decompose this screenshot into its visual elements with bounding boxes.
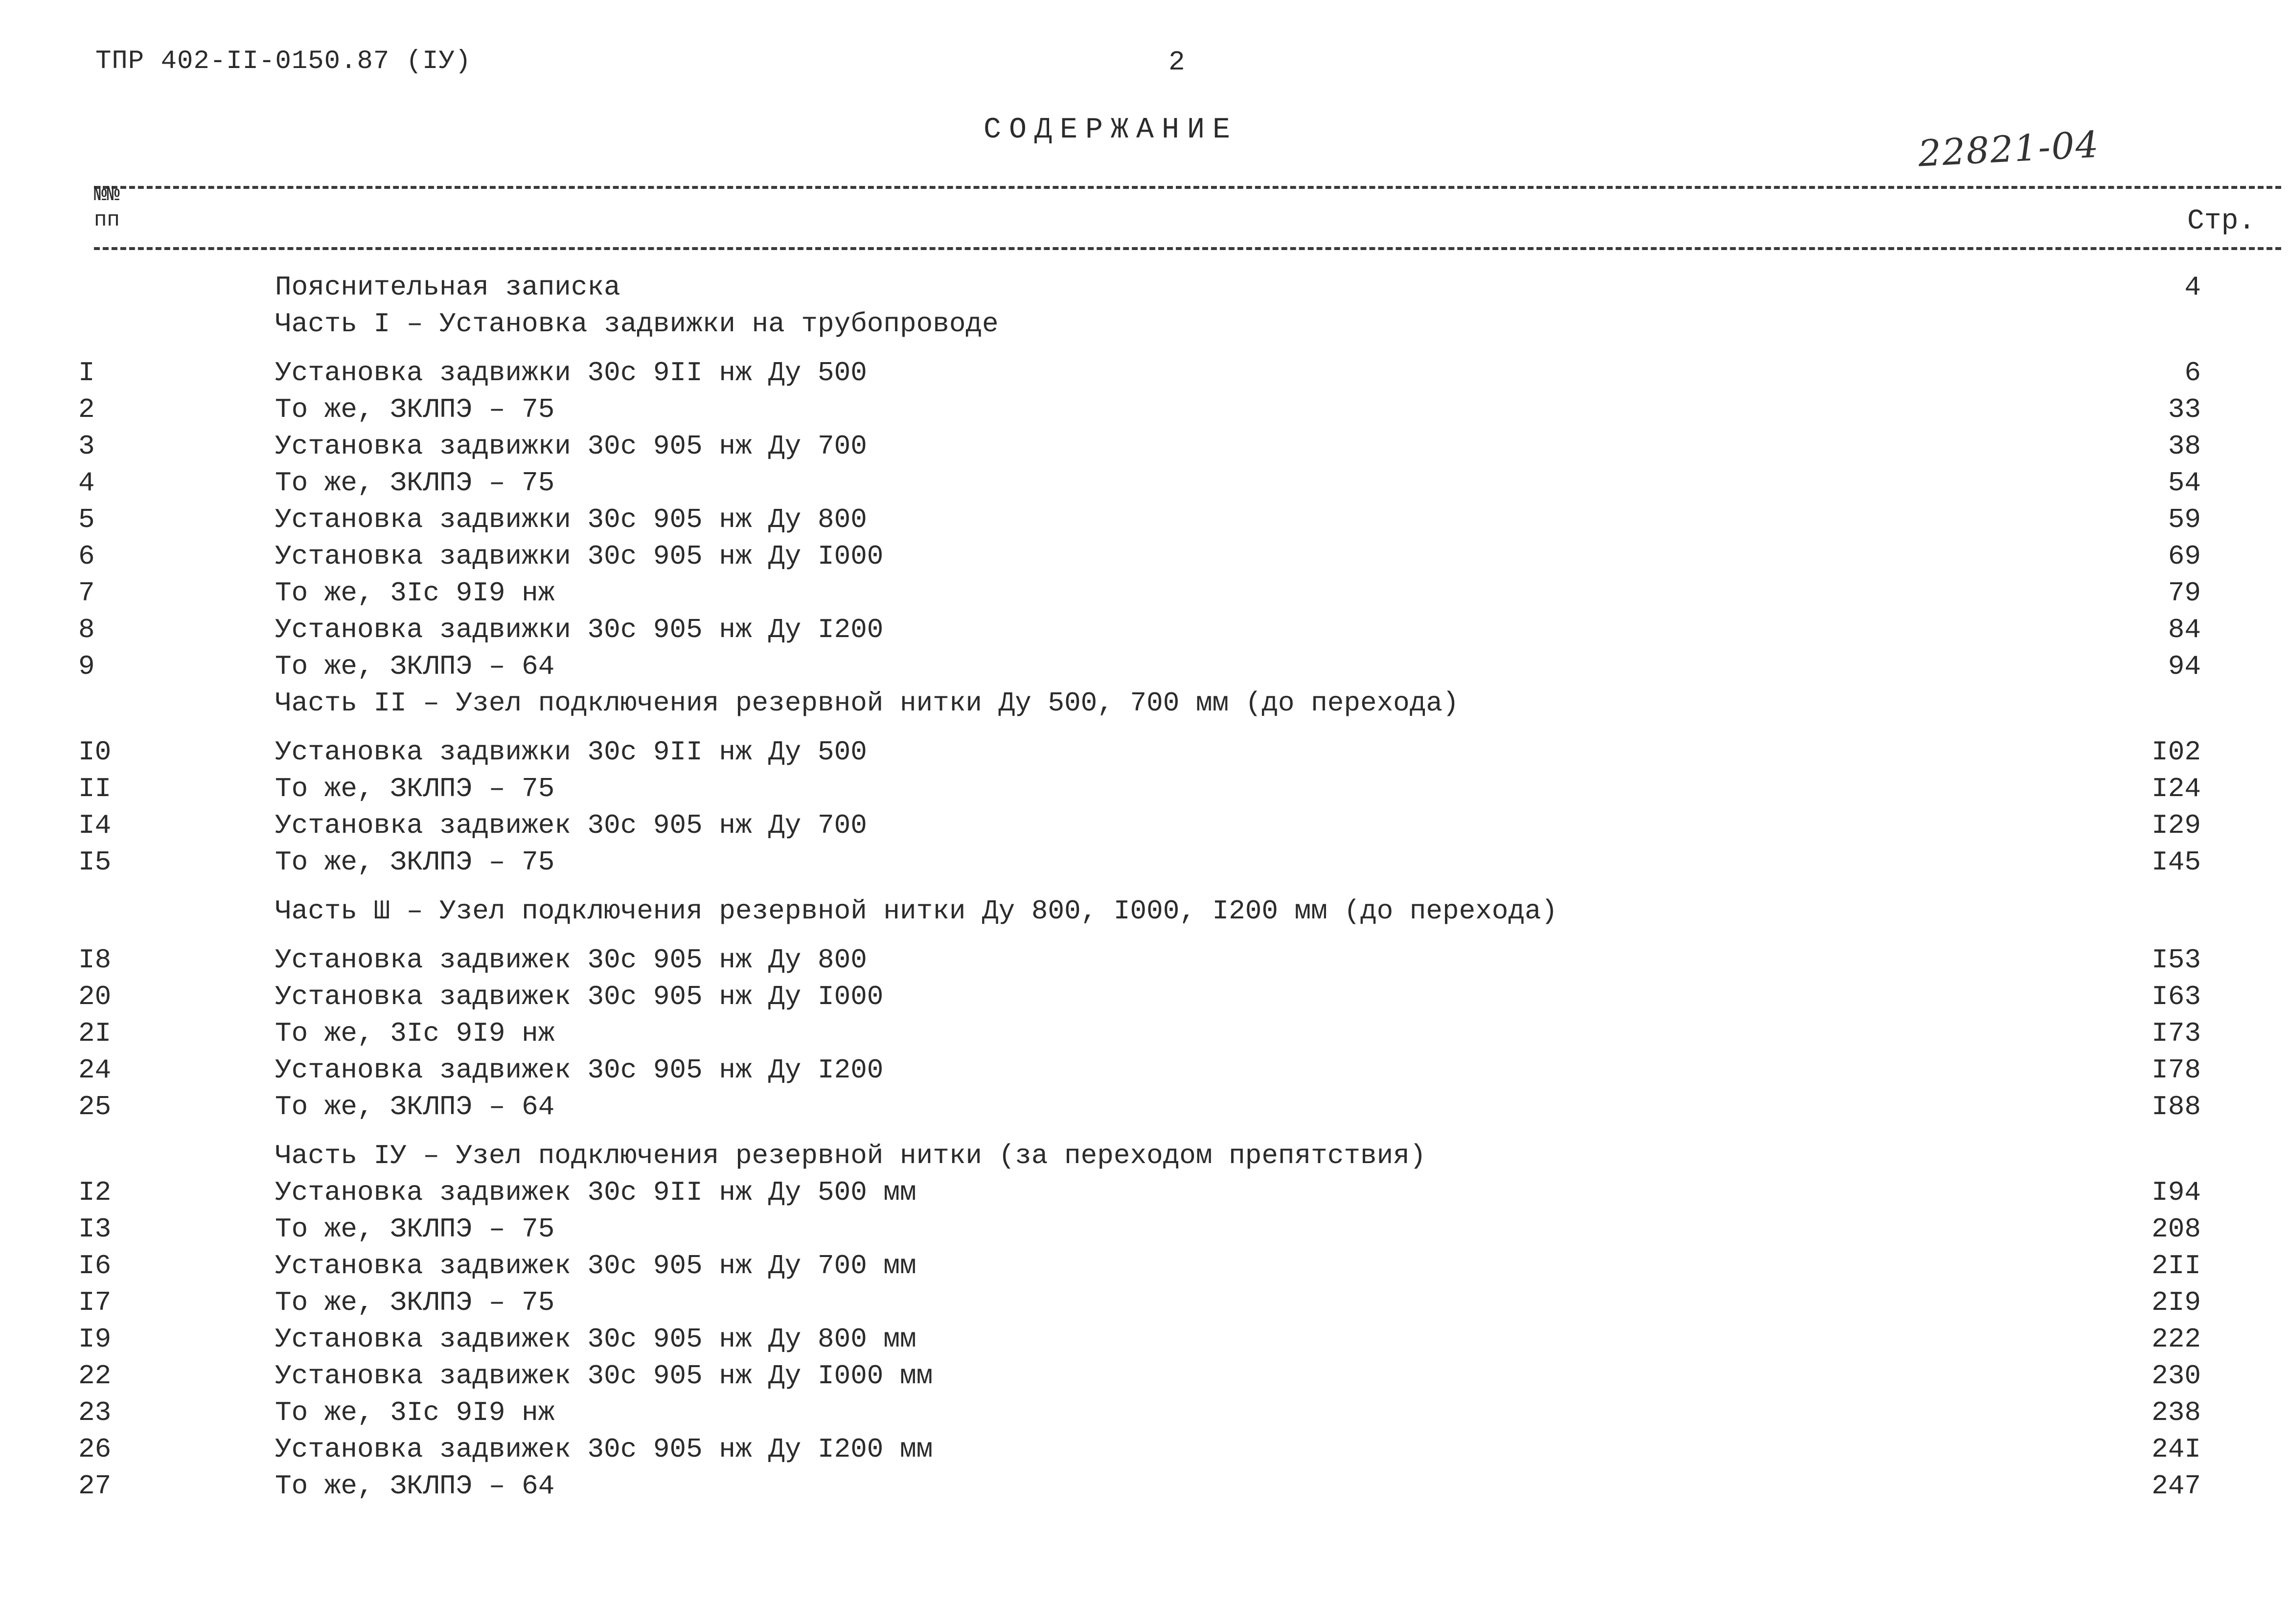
item-number: I2	[78, 1177, 112, 1208]
item-page: 230	[2152, 1360, 2201, 1392]
item-number: I9	[78, 1324, 112, 1355]
part-title: Часть I – Установка задвижки на трубопроводе	[275, 308, 999, 340]
item-page: I73	[2152, 1018, 2201, 1049]
item-number: 20	[78, 981, 112, 1012]
item-page: I24	[2152, 773, 2201, 804]
page-number: 2	[1168, 46, 1185, 78]
table-row	[0, 1470, 2289, 1506]
part-heading-row	[0, 1140, 2289, 1175]
item-page: 238	[2152, 1397, 2201, 1428]
table-row	[0, 1434, 2289, 1469]
table-row	[0, 431, 2289, 466]
item-title: Установка задвижек 30с 9II нж Ду 500 мм	[275, 1177, 916, 1208]
table-row	[0, 1018, 2289, 1053]
item-page: 69	[2168, 541, 2201, 572]
item-title: Установка задвижек 30с 905 нж Ду 700	[275, 810, 867, 841]
item-title: То же, ЗКЛПЭ – 75	[275, 773, 555, 804]
item-number: I8	[78, 944, 112, 976]
item-page: I88	[2152, 1091, 2201, 1122]
item-title: Установка задвижки 30с 905 нж Ду 800	[275, 504, 867, 535]
table-row	[0, 1054, 2289, 1090]
part-heading-row	[0, 895, 2289, 931]
page-column-header: Стр.	[2187, 206, 2256, 237]
table-row	[0, 541, 2289, 576]
table-row	[0, 810, 2289, 845]
table-row	[0, 577, 2289, 613]
item-page: I02	[2152, 736, 2201, 768]
item-title: То же, ЗКЛПЭ – 75	[275, 467, 555, 499]
table-row	[0, 773, 2289, 808]
contents-heading: СОДЕРЖАНИЕ	[984, 114, 1238, 147]
item-title: Установка задвижки 30с 905 нж Ду 700	[275, 431, 867, 462]
item-page: 2I9	[2152, 1287, 2201, 1318]
item-number: I6	[78, 1250, 112, 1281]
item-number: 24	[78, 1054, 112, 1086]
table-row	[0, 357, 2289, 392]
item-page: 222	[2152, 1324, 2201, 1355]
item-page: 59	[2168, 504, 2201, 535]
item-number: 27	[78, 1470, 112, 1502]
item-page: 24I	[2152, 1434, 2201, 1465]
table-row	[0, 651, 2289, 686]
item-number: 3	[78, 431, 95, 462]
item-number: 23	[78, 1397, 112, 1428]
table-row	[0, 1287, 2289, 1322]
number-column-header	[94, 182, 120, 233]
item-number: I0	[78, 736, 112, 768]
item-title: Установка задвижки 30с 9II нж Ду 500	[275, 357, 867, 389]
item-page: 33	[2168, 394, 2201, 425]
item-title: То же, 3Iс 9I9 нж	[275, 577, 555, 609]
item-title: Установка задвижек 30с 905 нж Ду I200	[275, 1054, 884, 1086]
table-row	[0, 1177, 2289, 1212]
dashed-rule-bottom	[94, 247, 2281, 250]
table-row	[0, 846, 2289, 882]
item-title: Установка задвижек 30с 905 нж Ду 800 мм	[275, 1324, 916, 1355]
item-page: 208	[2152, 1213, 2201, 1245]
item-number: 7	[78, 577, 95, 609]
item-number: 6	[78, 541, 95, 572]
table-row	[0, 1213, 2289, 1249]
part-heading-row	[0, 687, 2289, 723]
item-number: 2	[78, 394, 95, 425]
table-row	[0, 1250, 2289, 1285]
item-title: Установка задвижек 30с 905 нж Ду I000	[275, 981, 884, 1012]
item-title: То же, ЗКЛПЭ – 64	[275, 1091, 555, 1122]
item-title: То же, 3Iс 9I9 нж	[275, 1397, 555, 1428]
item-page: 38	[2168, 431, 2201, 462]
item-page: I45	[2152, 846, 2201, 878]
part-heading-row	[0, 308, 2289, 343]
table-row	[0, 1091, 2289, 1126]
item-page: 54	[2168, 467, 2201, 499]
item-title: То же, ЗКЛПЭ – 75	[275, 394, 555, 425]
handwritten-number: 22821-04	[1917, 123, 2101, 175]
table-row	[0, 1360, 2289, 1395]
item-number: 5	[78, 504, 95, 535]
item-title: Установка задвижек 30с 905 нж Ду I000 мм	[275, 1360, 933, 1392]
item-title: То же, 3Iс 9I9 нж	[275, 1018, 555, 1049]
item-number: I	[78, 357, 95, 389]
item-number: II	[78, 773, 112, 804]
table-row	[0, 1397, 2289, 1432]
item-page: I53	[2152, 944, 2201, 976]
item-number: I7	[78, 1287, 112, 1318]
item-number: 9	[78, 651, 95, 682]
item-title: То же, ЗКЛПЭ – 75	[275, 1287, 555, 1318]
item-title: Установка задвижек 30с 905 нж Ду 700 мм	[275, 1250, 916, 1281]
number-column-label: №№ пп	[94, 183, 120, 232]
table-row	[0, 394, 2289, 429]
item-title: То же, ЗКЛПЭ – 75	[275, 1213, 555, 1245]
item-number: I3	[78, 1213, 112, 1245]
item-page: 84	[2168, 614, 2201, 645]
item-title: Установка задвижек 30с 905 нж Ду 800	[275, 944, 867, 976]
item-page: I63	[2152, 981, 2201, 1012]
table-row	[0, 614, 2289, 649]
item-number: 4	[78, 467, 95, 499]
item-number: 8	[78, 614, 95, 645]
dashed-rule-top	[94, 186, 2281, 189]
item-title: Установка задвижек 30с 905 нж Ду I200 мм	[275, 1434, 933, 1465]
item-number: 26	[78, 1434, 112, 1465]
table-row	[0, 467, 2289, 503]
item-page: I29	[2152, 810, 2201, 841]
item-title: То же, ЗКЛПЭ – 64	[275, 651, 555, 682]
document-code: ТПР 402-II-0150.87 (IУ)	[95, 46, 472, 76]
item-title: То же, ЗКЛПЭ – 75	[275, 846, 555, 878]
item-number: 22	[78, 1360, 112, 1392]
table-row	[0, 504, 2289, 539]
item-title: То же, ЗКЛПЭ – 64	[275, 1470, 555, 1502]
table-row	[0, 272, 2289, 307]
item-page: I78	[2152, 1054, 2201, 1086]
item-page: 4	[2184, 272, 2201, 303]
item-title: Пояснительная записка	[275, 272, 620, 303]
part-title: Часть IУ – Узел подключения резервной нитки (за переходом препятствия)	[275, 1140, 1426, 1171]
item-number: 2I	[78, 1018, 112, 1049]
item-page: 247	[2152, 1470, 2201, 1502]
item-page: 6	[2184, 357, 2201, 389]
item-title: Установка задвижки 30с 905 нж Ду I000	[275, 541, 884, 572]
table-row	[0, 981, 2289, 1016]
item-title: Установка задвижки 30с 9II нж Ду 500	[275, 736, 867, 768]
table-row	[0, 1324, 2289, 1359]
part-title: Часть II – Узел подключения резервной нитки Ду 500, 700 мм (до перехода)	[275, 687, 1459, 719]
table-row	[0, 944, 2289, 980]
part-title: Часть Ш – Узел подключения резервной нитки Ду 800, I000, I200 мм (до перехода)	[275, 895, 1558, 927]
item-page: 94	[2168, 651, 2201, 682]
item-number: 25	[78, 1091, 112, 1122]
item-title: Установка задвижки 30с 905 нж Ду I200	[275, 614, 884, 645]
item-page: I94	[2152, 1177, 2201, 1208]
table-row	[0, 736, 2289, 772]
item-number: I4	[78, 810, 112, 841]
item-page: 79	[2168, 577, 2201, 609]
item-page: 2II	[2152, 1250, 2201, 1281]
item-number: I5	[78, 846, 112, 878]
